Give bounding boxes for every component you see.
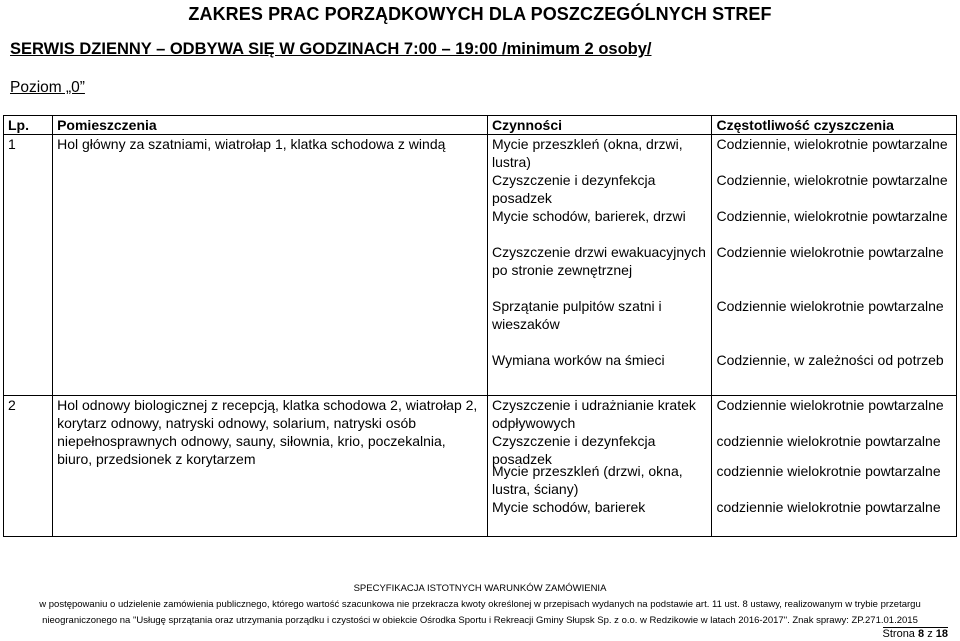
header-lp: Lp. (4, 116, 53, 135)
row-rooms: Hol główny za szatniami, wiatrołap 1, klatka schodowa z windą (53, 135, 488, 396)
header-activities: Czynności (488, 116, 712, 135)
frequency-item: Codziennie, w zależności od potrzeb (716, 352, 944, 368)
header-frequency: Częstotliwość czyszczenia (712, 116, 957, 135)
activity-item: Wymiana worków na śmieci (492, 352, 665, 368)
activity-item: Mycie przeszkleń (drzwi, okna, lustra, ściany) (492, 463, 683, 497)
row-number: 1 (4, 135, 53, 396)
level-heading: Poziom „0” (10, 79, 85, 96)
frequency-item: Codziennie, wielokrotnie powtarzalne (716, 208, 948, 224)
frequency-item: codziennie wielokrotnie powtarzalne (716, 499, 941, 515)
frequency-item: codziennie wielokrotnie powtarzalne (716, 433, 941, 449)
activity-item: Czyszczenie i udrażnianie kratek odpływowych (492, 397, 696, 431)
page-current: 8 (918, 628, 925, 640)
table-header-row (4, 116, 957, 135)
activity-item: Mycie schodów, barierek, drzwi (492, 208, 686, 224)
frequency-item: Codziennie wielokrotnie powtarzalne (716, 244, 944, 260)
frequency-item: Codziennie, wielokrotnie powtarzalne (716, 136, 948, 152)
cleaning-table (3, 115, 957, 537)
activity-item: Czyszczenie i dezynfekcja posadzek (492, 433, 656, 467)
activity-item: Czyszczenie i dezynfekcja posadzek (492, 172, 656, 206)
row-frequencies (712, 135, 957, 396)
footer-procurement-text: w postępowaniu o udzielenie zamówienia publicznego, którego wartość szacunkowa nie przekracza kwoty określonej w przepisach wydanych na podstawie art. 11 ust. 8 ustawy, realizowanym w trybie przetargu (39, 599, 921, 610)
row-rooms: Hol odnowy biologicznej z recepcją, klatka schodowa 2, wiatrołap 2, korytarz odnowy, natryski odnowy, solarium, natryski osób niepełnosprawnych odnowy, sauny, siłownia, krio, poczekalnia, biuro, przedsionek z korytarzem (53, 396, 488, 537)
row-frequencies (712, 396, 957, 537)
page-label: Strona (882, 628, 915, 640)
page-number (883, 627, 948, 641)
service-heading: SERWIS DZIENNY – ODBYWA SIĘ W GODZINACH 7:00 – 19:00 /minimum 2 osoby/ (10, 40, 652, 58)
row-activities (488, 135, 712, 396)
header-rooms: Pomieszczenia (53, 116, 488, 135)
activity-item: Czyszczenie drzwi ewakuacyjnych po stronie zewnętrznej (492, 244, 706, 278)
activity-item: Sprzątanie pulpitów szatni i wieszaków (492, 298, 662, 332)
activity-item: Mycie przeszkleń (okna, drzwi, lustra) (492, 136, 683, 170)
frequency-item: codziennie wielokrotnie powtarzalne (716, 463, 941, 479)
frequency-item: Codziennie, wielokrotnie powtarzalne (716, 172, 948, 188)
page-total: 18 (935, 628, 948, 640)
frequency-item: Codziennie wielokrotnie powtarzalne (716, 298, 944, 314)
page-footer (0, 581, 960, 629)
table-row (4, 396, 957, 537)
footer-service-text: nieograniczonego na "Usługę sprzątania oraz utrzymania porządku i czystości w obiekcie Ośrodka Sportu i Rekreacji Gminy Słupsk Sp. z o.o. w Redzikowie w latach 2016-2017". Znak sprawy: ZP.271.01.2015 (42, 615, 918, 626)
document-title: ZAKRES PRAC PORZĄDKOWYCH DLA POSZCZEGÓLNYCH STREF (188, 4, 772, 24)
row-activities (488, 396, 712, 537)
row-number: 2 (4, 396, 53, 537)
frequency-item: Codziennie wielokrotnie powtarzalne (716, 397, 944, 413)
page-separator: z (927, 628, 933, 640)
activity-item: Mycie schodów, barierek (492, 499, 646, 515)
footer-spec-title: SPECYFIKACJA ISTOTNYCH WARUNKÓW ZAMÓWIENIA (353, 583, 607, 594)
table-row (4, 135, 957, 396)
